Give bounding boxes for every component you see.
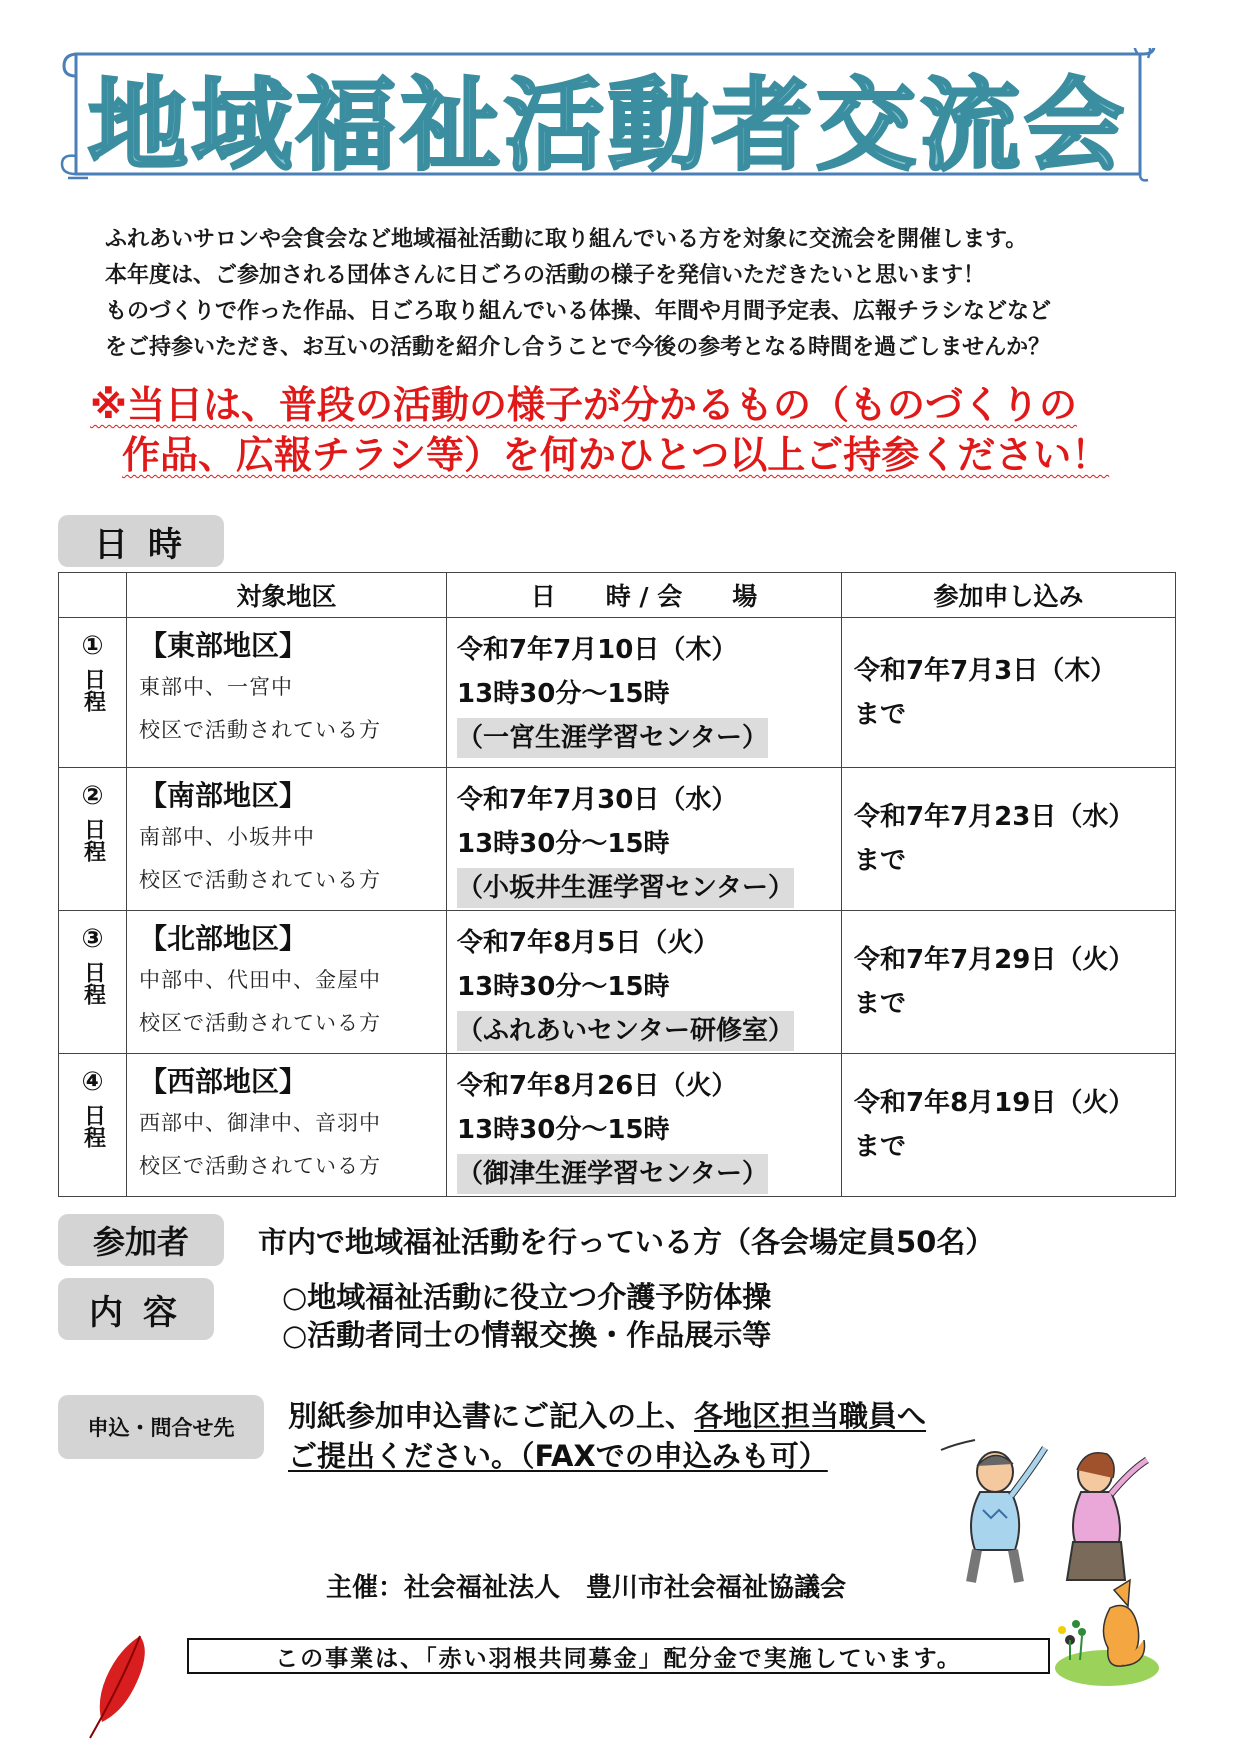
- row-number: [59, 911, 127, 1054]
- area-desc: 校区で活動されている方: [139, 868, 381, 892]
- area-cell: [127, 618, 447, 768]
- intro-line: ふれあいサロンや会食会など地域福祉活動に取り組んでいる方を対象に交流会を開催します。: [105, 227, 1028, 252]
- area-cell: [127, 1054, 447, 1197]
- event-time: 13時30分～15時: [457, 972, 670, 1002]
- table-row: [59, 1054, 1176, 1197]
- area-schools: 南部中、小坂井中: [139, 825, 315, 849]
- participants-label: 参加者: [58, 1214, 224, 1266]
- event-venue: （一宮生涯学習センター）: [457, 718, 768, 758]
- area-name: 【西部地区】: [139, 1065, 308, 1098]
- table-header-row: [59, 573, 1176, 618]
- apply-text: [288, 1396, 926, 1476]
- intro-line: をご持参いただき、お互いの活動を紹介し合うことで今後の参考となる時間を過ごしませんか？: [105, 335, 1051, 360]
- date-cell: [447, 1054, 842, 1197]
- area-name: 【東部地区】: [139, 629, 308, 662]
- header-num: [59, 573, 127, 618]
- apply-line-underlined: 各地区担当職員へ: [694, 1399, 927, 1433]
- footer-note: この事業は、「赤い羽根共同募金」配分金で実施しています。: [187, 1638, 1050, 1674]
- area-schools: 中部中、代田中、金屋中: [139, 968, 381, 992]
- area-cell: [127, 911, 447, 1054]
- intro-line: ものづくりで作った作品、日ごろ取り組んでいる体操、年間や月間予定表、広報チラシなどなど: [105, 299, 1052, 324]
- page-title: 地域福祉活動者交流会: [88, 67, 1128, 184]
- deadline-cell: [842, 1054, 1176, 1197]
- participants-text: 市内で地域福祉活動を行っている方（各会場定員50名）: [258, 1225, 995, 1259]
- apply-line-underlined: ご提出ください。（FAXでの申込みも可）: [288, 1439, 828, 1473]
- row-number: [59, 1054, 127, 1197]
- schedule-label: 日時: [58, 515, 224, 567]
- notice-text: [90, 380, 1190, 480]
- event-time: 13時30分～15時: [457, 679, 670, 709]
- row-number-label: 日程: [80, 961, 106, 1005]
- area-schools: 東部中、一宮中: [139, 675, 293, 699]
- exercise-people-illustration: [935, 1430, 1155, 1585]
- deadline-cell: [842, 768, 1176, 911]
- event-time: 13時30分～15時: [457, 1115, 670, 1145]
- event-date: 令和7年8月5日（火）: [457, 928, 720, 958]
- row-number-label: 日程: [80, 818, 106, 862]
- organizer-text: 主催：社会福祉法人 豊川市社会福祉協議会: [326, 1573, 847, 1603]
- date-cell: [447, 768, 842, 911]
- row-number: [59, 618, 127, 768]
- row-number-mark: ②: [81, 781, 104, 811]
- event-date: 令和7年7月10日（木）: [457, 635, 738, 665]
- event-date: 令和7年8月26日（火）: [457, 1071, 738, 1101]
- event-date: 令和7年7月30日（水）: [457, 785, 738, 815]
- header-date: 日 時 / 会 場: [447, 573, 842, 618]
- date-cell: [447, 911, 842, 1054]
- area-desc: 校区で活動されている方: [139, 718, 381, 742]
- row-number-label: 日程: [80, 668, 106, 712]
- row-number-mark: ①: [81, 631, 104, 661]
- deadline-until: まで: [854, 989, 907, 1019]
- deadline-date: 令和7年8月19日（火）: [854, 1088, 1135, 1118]
- content-list: [282, 1278, 771, 1354]
- intro-line: 本年度は、ご参加される団体さんに日ごろの活動の様子を発信いただきたいと思います！: [105, 263, 986, 288]
- header-area: 対象地区: [127, 573, 447, 618]
- row-number: [59, 768, 127, 911]
- table-row: [59, 768, 1176, 911]
- area-cell: [127, 768, 447, 911]
- row-number-mark: ③: [81, 924, 104, 954]
- row-number-label: 日程: [80, 1104, 106, 1148]
- deadline-until: まで: [854, 1132, 907, 1162]
- header-deadline: 参加申し込み: [842, 573, 1176, 618]
- content-item: ○地域福祉活動に役立つ介護予防体操: [282, 1280, 772, 1314]
- date-cell: [447, 618, 842, 768]
- deadline-cell: [842, 618, 1176, 768]
- deadline-cell: [842, 911, 1176, 1054]
- table-row: [59, 618, 1176, 768]
- red-feather-icon: [82, 1632, 152, 1742]
- title-banner: [58, 48, 1158, 186]
- deadline-until: まで: [854, 846, 907, 876]
- row-number-mark: ④: [81, 1067, 104, 1097]
- event-time: 13時30分～15時: [457, 829, 670, 859]
- apply-line: [288, 1396, 926, 1436]
- apply-line-part: 別紙参加申込書にご記入の上、: [288, 1399, 695, 1433]
- table-row: [59, 911, 1176, 1054]
- content-item: ○活動者同士の情報交換・作品展示等: [282, 1318, 772, 1352]
- deadline-date: 令和7年7月23日（水）: [854, 802, 1135, 832]
- area-name: 【北部地区】: [139, 922, 308, 955]
- event-venue: （ふれあいセンター研修室）: [457, 1011, 794, 1051]
- deadline-until: まで: [854, 699, 907, 730]
- deadline-date: 令和7年7月3日（木）: [854, 655, 1117, 686]
- deadline-date: 令和7年7月29日（火）: [854, 945, 1135, 975]
- content-label: 内容: [58, 1278, 214, 1340]
- fox-mascot-illustration: [1052, 1578, 1162, 1688]
- event-venue: （御津生涯学習センター）: [457, 1154, 768, 1194]
- intro-text: [105, 222, 1185, 366]
- notice-line: 作品、広報チラシ等）を何かひとつ以上ご持参ください！: [122, 433, 1110, 477]
- area-desc: 校区で活動されている方: [139, 1011, 381, 1035]
- area-name: 【南部地区】: [139, 779, 308, 812]
- event-venue: （小坂井生涯学習センター）: [457, 868, 794, 908]
- schedule-table: [58, 572, 1176, 1197]
- area-schools: 西部中、御津中、音羽中: [139, 1111, 381, 1135]
- notice-line: ※当日は、普段の活動の様子が分かるもの（ものづくりの: [90, 383, 1077, 427]
- apply-label: 申込・問合せ先: [58, 1395, 264, 1459]
- area-desc: 校区で活動されている方: [139, 1154, 381, 1178]
